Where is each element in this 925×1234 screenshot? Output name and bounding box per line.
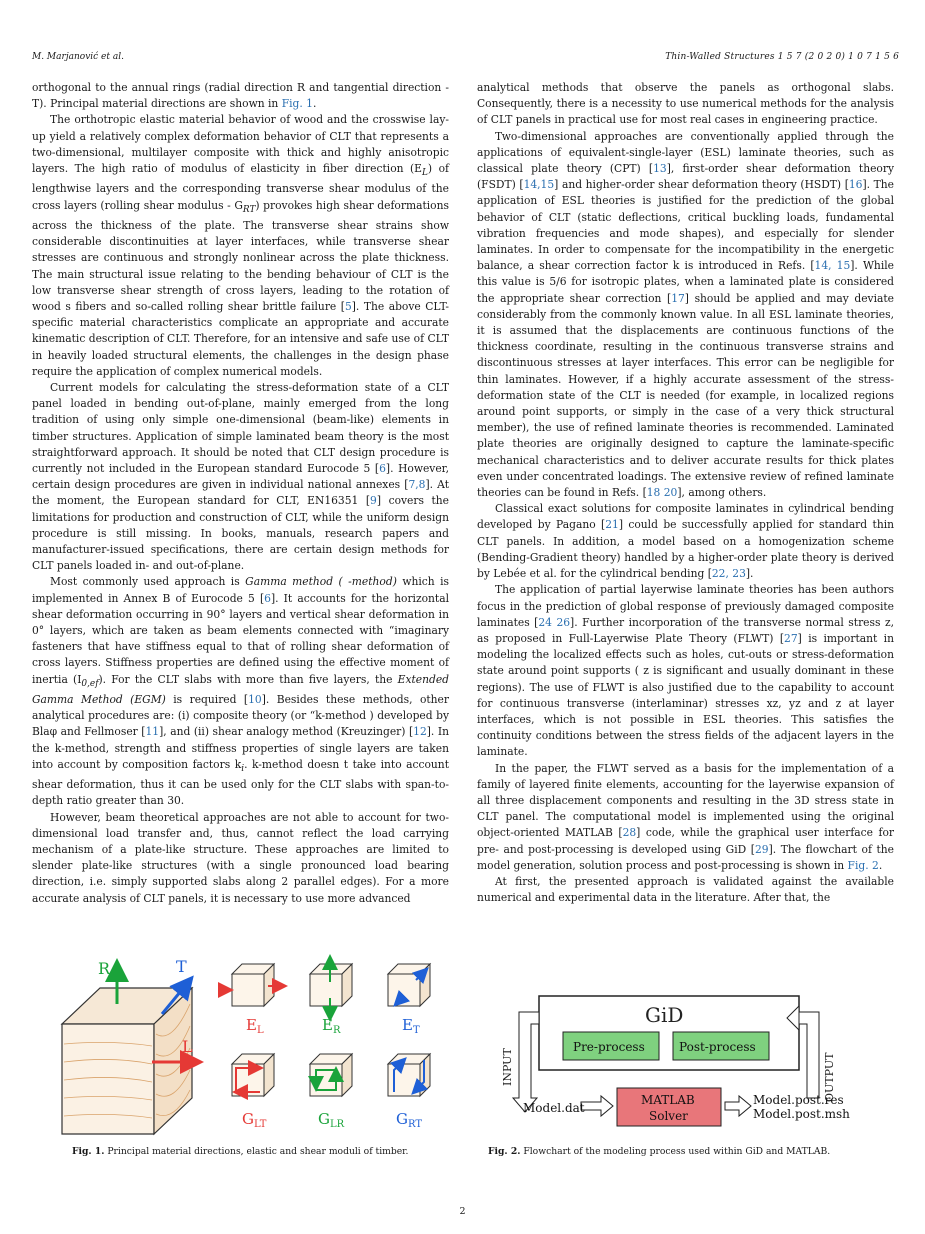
paragraph: Most commonly used approach is Gamma method ( -method) which is implemented in Annex B of Eurocode 5 [6]. It accounts for the horizontal shear deformation occurring in 90° layers and vertical shear deformation in 0° layers, which are taken as beam elements connected with “imaginary fasteners that have stiffness equal to that of rolling shear deformation of cross layers. Stiffness properties are defined using the effective moment of inertia $(I_{0,ef})$. For the CLT slabs with more than five layers, the Extended Gamma Method (EGM) is required [10]. Besides these methods, other analytical procedures are: (i) composite theory (or “k-method ) developed by Blaφ and Fellmoser [11], and (ii) shear analogy method (Kreuzinger) [12]. In the k-method, strength and stiffness properties of single layers are taken into account by composition factors $k_i$. k-method doesn t take into account shear deformation, thus it can be used only for the CLT slabs with span-to-depth ratio greater than 30. [32,575,449,808]
paragraph: Current models for calculating the stress-deformation state of a CLT panel loaded in bending out-of-plane, mainly emerged from the long tradition of using only simple one-dimensional (beam-like) elements in timber structures. Application of simple laminated beam theory is the most straightforward approach. It should be noted that CLT design procedure is currently not included in the European standard Eurocode 5 [6]. However, certain design procedures are given in individual national annexes [7,8]. At the moment, the European standard for CLT, EN16351 [9] covers the limitations for production and construction of CLT, while the uniform design procedure is still missing. In books, manuals, research papers and manufacturer-issued specifications, there are certain design methods for CLT panels loaded in- and out-of-plane. [32,380,450,573]
paragraph: Classical exact solutions for composite laminates in cylindrical bending developed by Pagano [21] could be successfully applied for standard thin CLT panels. In addition, a model based on a homogenization scheme (Bending-Gradient theory) handled by a higher-order plate theory is derived by Lebée et al. for the cylindrical bending [22, 23]. [477,502,894,581]
running-header [32,52,899,66]
citation-link[interactable]: 21 [605,518,619,532]
citation-link[interactable]: 6 [264,591,271,605]
citation-link[interactable]: 6 [379,461,386,475]
label-glt: $G_{LT}$ [242,1110,267,1130]
dat-to-matlab-arrow [581,1096,613,1116]
citation-link[interactable]: 10 [248,692,262,706]
matlab-to-post-arrow [725,1096,751,1116]
cube-el [220,964,284,1006]
left-column [32,80,449,907]
label-et: $E_T$ [402,1016,420,1036]
figure-2-caption: Fig. 2. Flowchart of the modeling process used within GiD and MATLAB. [488,1146,831,1157]
label-r: R [98,959,111,978]
paragraph: At first, the presented approach is validated against the available numerical and experimental data in the literature. After that, the [477,874,894,905]
paragraph: However, beam theoretical approaches are not able to account for two-dimensional load transfer and, thus, cannot reflect the load carrying mechanism of a plate-like structure. These approaches are limited to slender plate-like structures (with a single pronounced load bearing direction, i.e. simply supported slabs along 2 parallel edges). For a more accurate analysis of CLT panels, it is necessary to use more advanced [32,810,449,905]
citation-link[interactable]: 11 [145,725,160,739]
paragraph: In the paper, the FLWT served as a basis for the implementation of a family of layered finite elements, accounting for the layerwise expansion of all three displacement components and resulting in the 3D stress state in CLT panel. The computational model is implemented using the original object-oriented MATLAB [28] code, while the graphical user interface for pre- and post-processing is developed using GiD [29]. The flowchart of the model generation, solution process and post-processing is shown in Fig. 2. [477,761,894,872]
label-l: L [182,1037,193,1056]
postprocess-label: Post-process [679,1040,756,1054]
figure-1-caption: Fig. 1. Principal material directions, elastic and shear moduli of timber. [72,1146,409,1157]
header-authors: M. Marjanović et al. [32,52,124,62]
input-label: INPUT [501,1048,514,1086]
cube-er [310,958,352,1018]
figure-2 [477,990,894,1150]
figure-link[interactable]: Fig. 1 [281,97,313,111]
figure-link[interactable]: Fig. 2 [847,858,879,872]
label-el: $E_L$ [246,1016,264,1036]
gid-title: GiD [645,1003,684,1027]
header-journal: Thin-Walled Structures 1 5 7 (2 0 2 0) 1 0 7 1 5 6 [665,52,899,62]
citation-link[interactable]: 18 20 [646,486,678,500]
paragraph: The application of partial layerwise laminate theories has been authors focus in the prediction of global response of previously damaged composite laminates [24 26]. Further incorporation of the transverse normal stress z, as proposed in Full-Layerwise Plate Theory (FLWT) [27] is important in modeling the localized effects such as holes, cut-outs or stress-deformation state around point supports ( z is significant and usually dominant in these regions). The use of FLWT is also justified due to the capability to account for continuous transverse (interlaminar) stresses xz, yz and z at layer interfaces, which is not possible in ESL theories. This satisfies the continuity conditions between the stress fields of the adjacent layers in the laminate. [477,583,894,759]
post-res-label: Model.post.res [753,1093,844,1107]
post-msh-label: Model.post.msh [753,1107,850,1121]
figure-1-graphic [32,944,449,1144]
figure-1 [32,944,449,1154]
figure-2-graphic [477,990,894,1130]
citation-link[interactable]: 14,15 [523,178,555,192]
citation-link[interactable]: 24 26 [538,615,571,629]
input-arrow [513,1012,539,1112]
paragraph: analytical methods that observe the panels as orthogonal slabs. Consequently, there is a necessity to use numerical methods for the analysis of CLT panels in practical use for most real cases in engineering practice. [477,81,894,127]
label-er: $E_R$ [322,1016,341,1036]
citation-link[interactable]: 17 [671,291,685,305]
citation-link[interactable]: 12 [413,725,427,739]
label-glr: $G_{LR}$ [318,1110,345,1130]
citation-link[interactable]: 22, 23 [711,567,746,581]
citation-link[interactable]: 9 [370,494,377,508]
citation-link[interactable]: 27 [784,631,798,645]
right-column [477,80,894,906]
output-label: OUTPUT [823,1052,836,1102]
citation-link[interactable]: 5 [344,299,352,313]
citation-link[interactable]: 7,8 [408,478,426,492]
paragraph: The orthotropic elastic material behavior of wood and the crosswise lay-up yield a relatively complex deformation behavior of CLT that represents a two-dimensional, multilayer composite with thick and highly anisotropic layers. The high ratio of modulus of elasticity in fiber direction $(E_L)$ of lengthwise layers and the corresponding transverse shear modulus of the cross layers (rolling shear modulus - $G_{RT}$) provokes high shear deformations across the thickness of the plate. The transverse shear strains show considerable discontinuities at layer interfaces, while transverse shear stresses are continuous and strongly nonlinear across the plate thickness. The main structural issue relating to the bending behaviour of CLT is the low transverse shear strength of cross layers, leading to the rotation of wood s fibers and so-called rolling shear brittle failure [5]. The above CLT-specific material characteristics complicate an appropriate and accurate kinematic description of CLT. Therefore, for an intensive and safe use of CLT in heavily loaded structural elements, the challenges in the design phase require the application of complex numerical models. [32,113,450,378]
paragraph: Two-dimensional approaches are conventionally applied through the applications of equivalent-single-layer (ESL) laminate theories, such as classical plate theory (CPT) [13], first-order shear deformation theory (FSDT) [14,15] and higher-order shear deformation theory (HSDT) [16]. The application of ESL theories is justified for the prediction of the global behavior of CLT (static deflections, critical buckling loads, fundamental vibration frequencies and mode shapes), and especially for slender laminates. In order to compensate for the incompatibility in the energetic balance, a shear correction factor k is introduced in Refs. [14, 15]. While this value is 5/6 for isotropic plates, when a laminated plate is considered the appropriate shear correction [17] should be applied and may deviate considerably from the commonly known value. In all ESL laminate theories, it is assumed that the displacements are continuous functions of the thickness coordinate, resulting in the continuous transverse strains and discontinuous stresses at layer interfaces. This error can be negligible for thin laminates. However, if a highly accurate assessment of the stress-deformation state of the CLT is needed (for example, in localized regions around point supports, or simply in the case of a very thick structural member), the use of refined laminate theories is recommended. Laminated plate theories are originally designed to capture the laminate-specific mechanical characteristics and to deliver accurate results for thick plates even under concentrated loadings. The extensive review of refined laminate theories can be found in Refs. [18 20], among others. [477,129,895,500]
label-t: T [176,957,187,976]
citation-link[interactable]: 16 [848,178,863,192]
model-dat-label: Model.dat [523,1101,585,1115]
citation-link[interactable]: 28 [622,826,637,840]
cube-glr [310,1054,352,1096]
citation-link[interactable]: 13 [653,162,667,176]
cube-et [388,964,430,1006]
citation-link[interactable]: 14, 15 [814,259,851,273]
solver-label: Solver [649,1109,688,1123]
citation-link[interactable]: 29 [754,842,769,856]
label-grt: $G_{RT}$ [396,1110,423,1130]
matlab-label: MATLAB [641,1093,695,1107]
paragraph: orthogonal to the annual rings (radial direction R and tangential direction - T). Principal material directions are shown in Fig. 1. [32,81,449,111]
cube-grt [388,1054,430,1096]
cube-glt [232,1054,274,1096]
preprocess-label: Pre-process [573,1040,645,1054]
page-number: 2 [459,1206,466,1217]
